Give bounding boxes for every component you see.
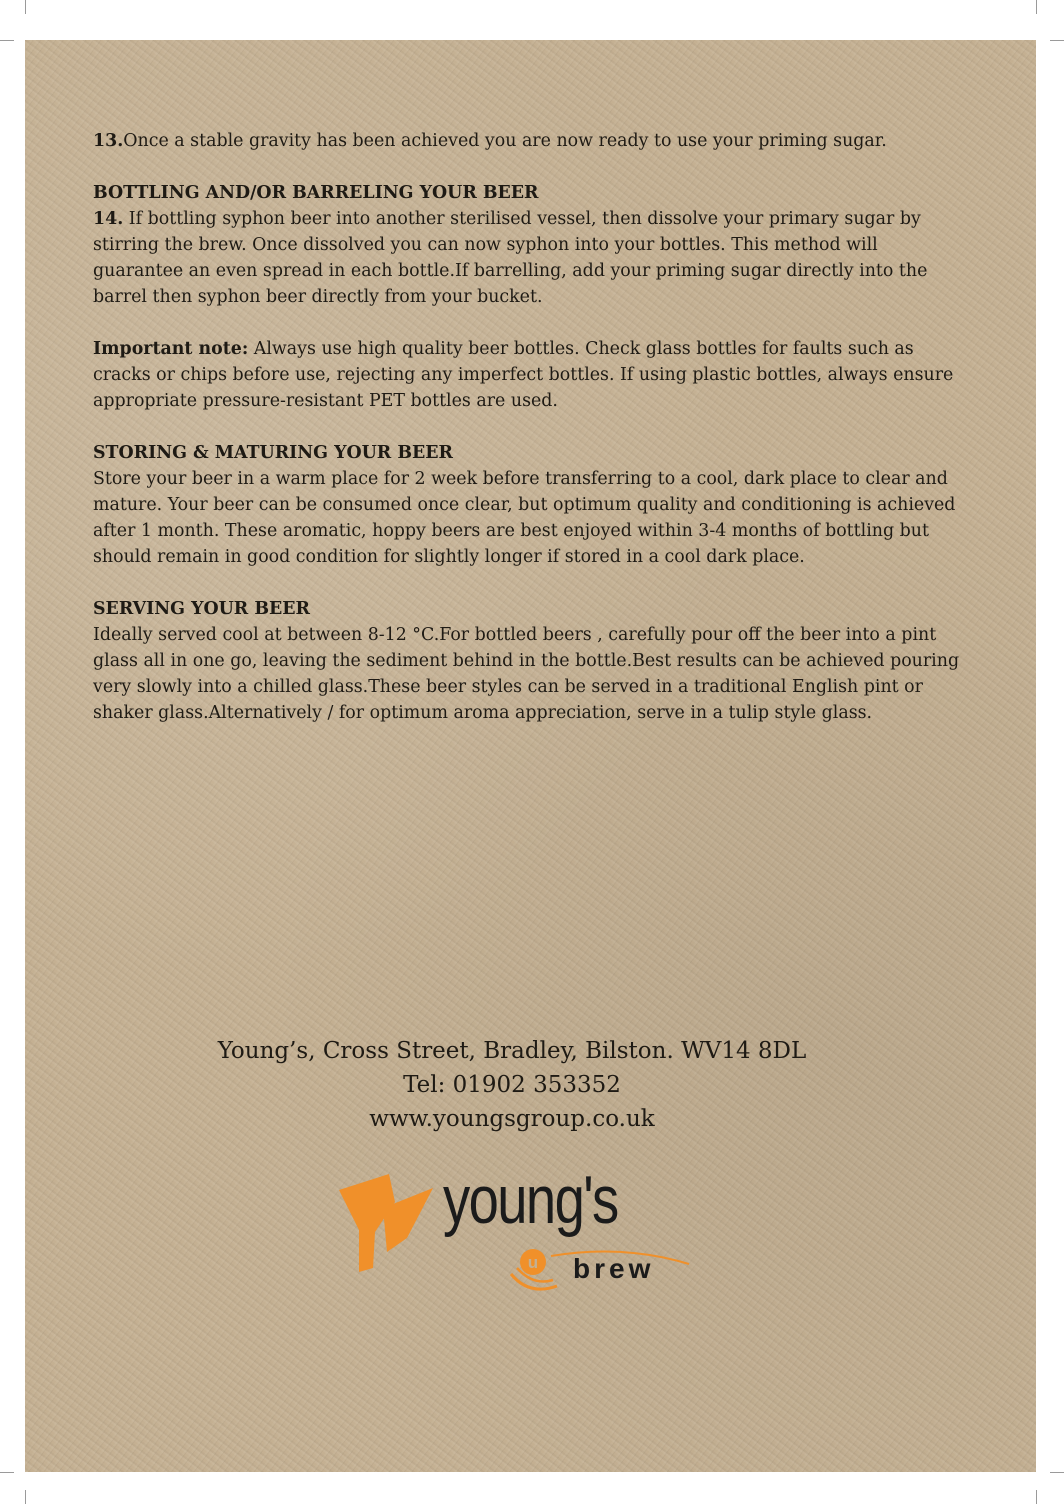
- step-14-paragraph: [93, 206, 973, 310]
- serving-heading: SERVING YOUR BEER: [93, 599, 310, 619]
- serving-text: Ideally served cool at between 8-12 °C.For bottled beers , carefully pour off the beer into a pint glass all in one go, leaving the sediment behind in the bottle.Best results can be achieved pouring very slowly into a chilled glass.These beer styles can be served in a traditional English pint or shaker glass.Alternatively / for optimum aroma appreciation, serve in a tulip style glass.: [93, 625, 960, 723]
- step-13-text: Once a stable gravity has been achieved you are now ready to use your priming sugar.: [123, 131, 887, 151]
- orange-y-icon: [333, 1168, 443, 1278]
- step-13-paragraph: [93, 128, 973, 154]
- step-14-text: If bottling syphon beer into another sterilised vessel, then dissolve your primary sugar by stirring the brew. Once dissolved you can now syphon into your bottles. This method will guarantee an even spread in each bottle.If barrelling, add your priming sugar directly into the barrel then syphon beer directly from your bucket.: [93, 209, 928, 307]
- storing-heading: STORING & MATURING YOUR BEER: [93, 443, 453, 463]
- logo-wordmark: young's: [443, 1162, 618, 1238]
- bottling-heading: BOTTLING AND/OR BARRELING YOUR BEER: [93, 183, 539, 203]
- crop-mark: [0, 40, 14, 41]
- crop-mark: [1050, 1472, 1064, 1473]
- crop-mark: [1050, 40, 1064, 41]
- crop-mark: [25, 1490, 26, 1504]
- logo-brew-text: brew: [573, 1253, 655, 1284]
- storing-text: Store your beer in a warm place for 2 week before transferring to a cool, dark place to clear and mature. Your beer can be consumed once clear, but optimum quality and conditioning is achieved after 1 month. These aromatic, hoppy beers are best enjoyed within 3-4 months of bottling but should remain in good condition for slightly longer if stored in a cool dark place.: [93, 469, 956, 567]
- u-mark-text: u: [527, 1253, 539, 1272]
- instructions-body: [93, 128, 973, 726]
- crop-mark: [0, 1472, 14, 1473]
- step-13-number: 13.: [93, 131, 124, 151]
- crop-mark: [25, 0, 26, 14]
- contact-block: [150, 1034, 874, 1136]
- telephone: Tel: 01902 353352: [403, 1072, 621, 1098]
- crop-mark: [1036, 0, 1037, 14]
- important-note-paragraph: [93, 336, 973, 414]
- postal-address: Young’s, Cross Street, Bradley, Bilston. WV14 8DL: [217, 1038, 807, 1064]
- important-note-label: Important note:: [93, 339, 249, 359]
- youngs-brew-logo: [333, 1160, 693, 1295]
- website-link[interactable]: www.youngsgroup.co.uk: [369, 1106, 655, 1132]
- crop-mark: [1036, 1490, 1037, 1504]
- step-14-number: 14.: [93, 209, 124, 229]
- important-note-text: Always use high quality beer bottles. Check glass bottles for faults such as cracks or chips before use, rejecting any imperfect bottles. If using plastic bottles, always ensure appropriate pressure-resistant PET bottles are used.: [93, 339, 954, 411]
